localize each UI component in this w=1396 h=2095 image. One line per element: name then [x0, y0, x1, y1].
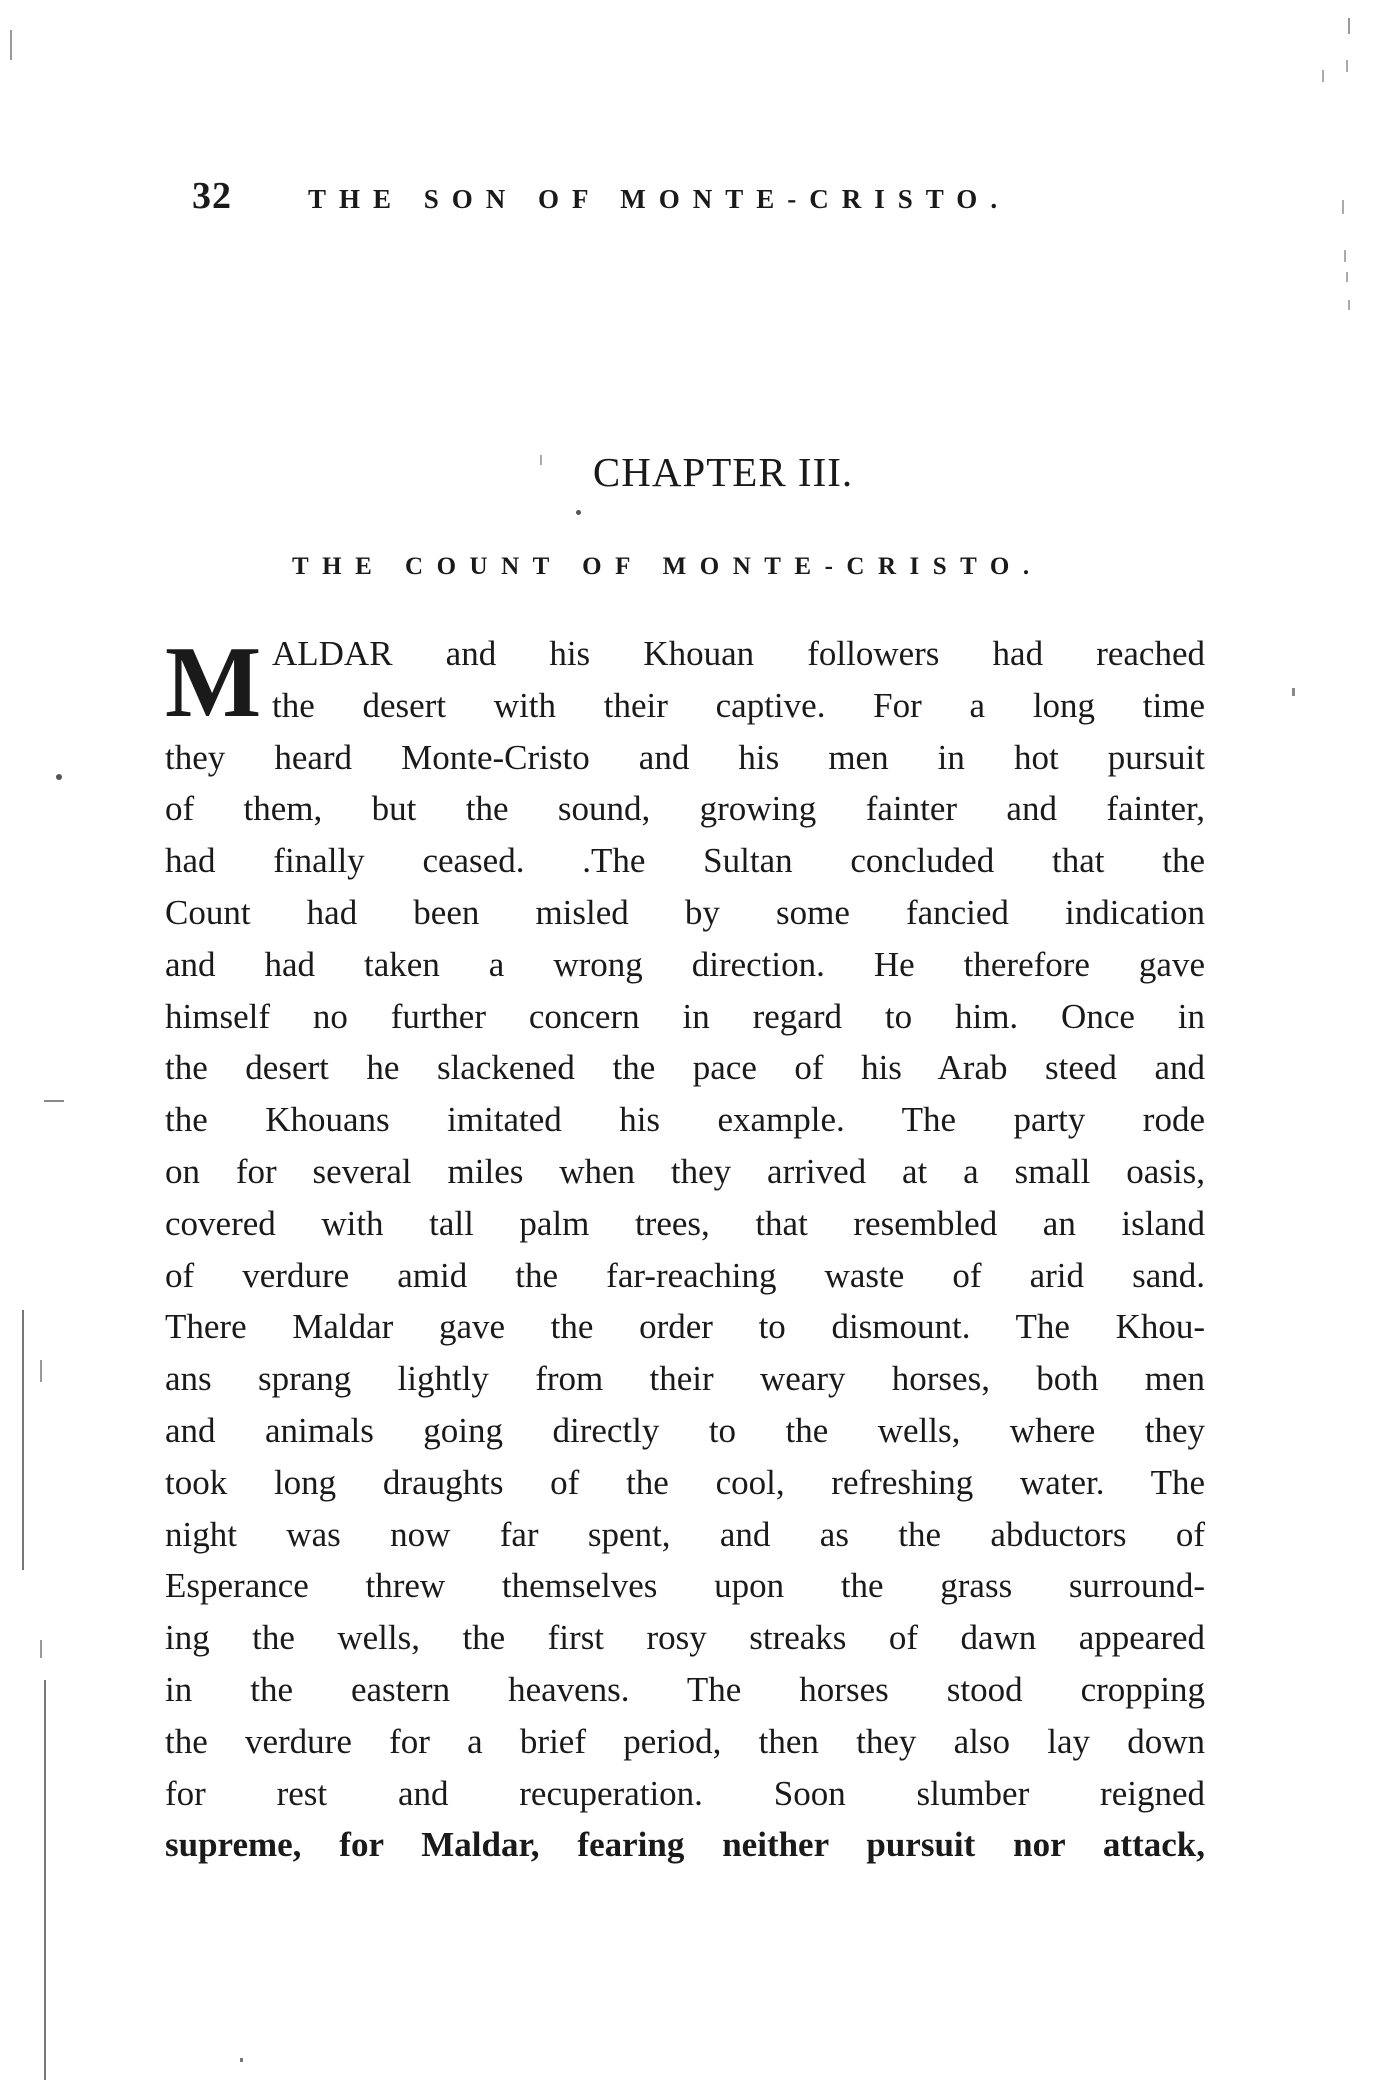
chapter-title: THE COUNT OF MONTE-CRISTO. — [292, 553, 1043, 580]
scan-mark — [40, 1360, 42, 1382]
scan-mark — [1348, 18, 1350, 34]
text-line: the verdure for a brief period, then they also lay down — [165, 1721, 1205, 1761]
text-line: and animals going directly to the wells, where they — [165, 1410, 1205, 1450]
chapter-heading: CHAPTER III. — [592, 449, 854, 495]
text-line: took long draughts of the cool, refreshing water. The — [165, 1462, 1205, 1502]
text-line: Esperance threw themselves upon the grass surround- — [165, 1566, 1205, 1606]
text-line: had finally ceased. .The Sultan concluded that the — [165, 841, 1205, 881]
text-line: ans sprang lightly from their weary horses, both men — [165, 1359, 1205, 1399]
text-line: of them, but the sound, growing fainter and fainter, — [165, 789, 1205, 829]
scan-mark — [1348, 300, 1350, 310]
text-line: himself no further concern in regard to him. Once in — [165, 996, 1205, 1036]
scan-mark — [44, 1680, 46, 2080]
scan-mark — [240, 2058, 243, 2062]
text-line: the desert he slackened the pace of his Arab steed and — [165, 1048, 1205, 1088]
scan-mark — [540, 455, 542, 465]
scan-mark — [1292, 688, 1295, 696]
text-line: in the eastern heavens. The horses stood cropping — [165, 1669, 1205, 1709]
scan-mark — [1342, 200, 1344, 214]
scan-mark — [1322, 70, 1324, 82]
text-line: they heard Monte-Cristo and his men in hot pursuit — [165, 737, 1205, 777]
scan-mark — [576, 510, 581, 515]
scan-mark — [40, 1640, 42, 1658]
running-head — [192, 174, 1192, 224]
scan-mark — [22, 1310, 24, 1570]
text-line: ALDAR and his Khouan followers had reached — [272, 634, 1205, 673]
text-line: of verdure amid the far-reaching waste of arid sand. — [165, 1255, 1205, 1295]
drop-cap: M — [165, 626, 262, 739]
running-title: THE SON OF MONTE-CRISTO. — [308, 184, 1011, 214]
text-line: ing the wells, the first rosy streaks of dawn appeared — [165, 1618, 1205, 1658]
scan-mark — [1344, 250, 1346, 262]
scan-mark — [1346, 272, 1348, 282]
scan-mark — [10, 30, 12, 60]
text-line: night was now far spent, and as the abductors of — [165, 1514, 1205, 1554]
scan-mark — [1346, 60, 1348, 72]
text-line: the Khouans imitated his example. The party rode — [165, 1100, 1205, 1140]
text-line: Count had been misled by some fancied indication — [165, 892, 1205, 932]
text-line: on for several miles when they arrived at a small oasis, — [165, 1151, 1205, 1191]
scan-mark — [56, 774, 62, 780]
text-line: There Maldar gave the order to dismount. The Khou- — [165, 1307, 1205, 1347]
text-line: for rest and recuperation. Soon slumber reigned — [165, 1773, 1205, 1813]
text-line: the desert with their captive. For a long time — [272, 685, 1205, 725]
text-line: covered with tall palm trees, that resembled an island — [165, 1203, 1205, 1243]
page-number: 32 — [192, 175, 232, 217]
scan-mark — [44, 1100, 64, 1102]
text-line: supreme, for Maldar, fearing neither pursuit nor attack, — [165, 1825, 1205, 1865]
body-text — [165, 628, 1205, 1871]
text-line: and had taken a wrong direction. He therefore gave — [165, 944, 1205, 984]
